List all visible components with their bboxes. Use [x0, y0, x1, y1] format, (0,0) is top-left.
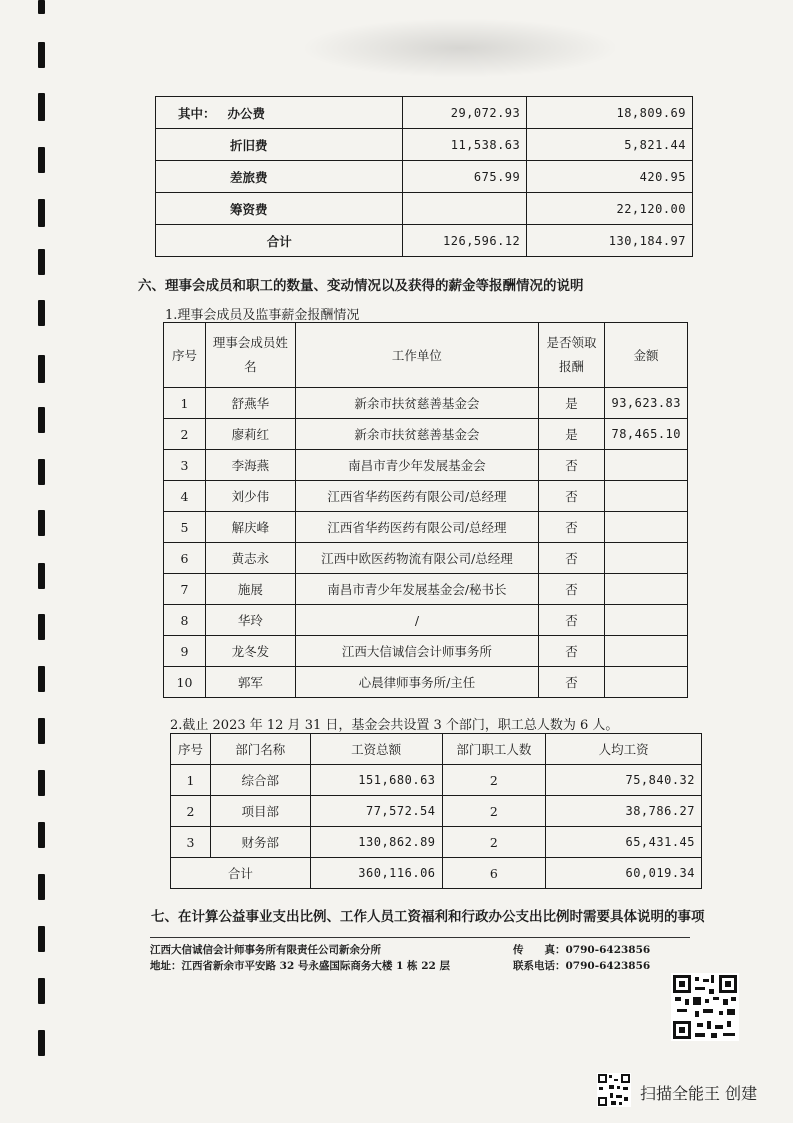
- dept-salary: 130,862.89: [310, 827, 442, 858]
- header-count: 部门职工人数: [442, 734, 546, 765]
- table-row: [164, 667, 688, 698]
- member-unit: 新余市扶贫慈善基金会: [295, 419, 538, 450]
- expense-value-current: 11,538.63: [403, 129, 527, 161]
- footer-phone: 联系电话：0790-6423856: [513, 960, 651, 972]
- table-row: [171, 765, 702, 796]
- member-unit: 江西大信诚信会计师事务所: [295, 636, 538, 667]
- expense-value-prior: 22,120.00: [527, 193, 693, 225]
- binder-mark: [38, 563, 45, 589]
- table-row: [156, 129, 693, 161]
- subsection-1-title: 1.理事会成员及监事薪金报酬情况: [165, 308, 360, 323]
- expense-value-current: [403, 193, 527, 225]
- table-header-row: [171, 734, 702, 765]
- member-amount: 78,465.10: [604, 419, 687, 450]
- row-no: 1: [164, 388, 206, 419]
- dept-count: 2: [442, 796, 546, 827]
- row-no: 2: [171, 796, 211, 827]
- member-name: 施展: [205, 574, 295, 605]
- table-row: [156, 161, 693, 193]
- header-amount: 金额: [604, 323, 687, 388]
- member-paid: 否: [539, 543, 605, 574]
- scan-smudge: [300, 18, 620, 78]
- binder-mark: [38, 459, 45, 485]
- table-row: [156, 225, 693, 257]
- member-amount: [604, 481, 687, 512]
- row-no: 8: [164, 605, 206, 636]
- table-row: [164, 512, 688, 543]
- binder-mark: [38, 249, 45, 275]
- expense-value-prior: 18,809.69: [527, 97, 693, 129]
- binder-mark: [38, 718, 45, 744]
- member-amount: [604, 636, 687, 667]
- binder-mark: [38, 822, 45, 848]
- member-paid: 是: [539, 419, 605, 450]
- member-amount: [604, 667, 687, 698]
- member-paid: 否: [539, 667, 605, 698]
- expense-value-prior: 5,821.44: [527, 129, 693, 161]
- expense-total-label: 合计: [156, 225, 403, 257]
- expense-value-current: 675.99: [403, 161, 527, 193]
- binder-mark: [38, 93, 45, 121]
- section-7-title: 七、在计算公益事业支出比例、工作人员工资福利和行政办公支出比例时需要具体说明的事项: [151, 909, 705, 925]
- dept-avg: 75,840.32: [546, 765, 702, 796]
- table-row: [171, 796, 702, 827]
- footer-fax: 传 真：0790-6423856: [513, 944, 651, 956]
- expense-label: 折旧费: [156, 129, 403, 161]
- binder-mark: [38, 42, 45, 68]
- dept-salary: 151,680.63: [310, 765, 442, 796]
- total-avg: 60,019.34: [546, 858, 702, 889]
- binder-mark: [38, 770, 45, 796]
- footer-divider: [150, 937, 690, 938]
- member-paid: 否: [539, 450, 605, 481]
- table-row: [164, 481, 688, 512]
- dept-name: 项目部: [210, 796, 310, 827]
- binder-mark: [38, 614, 45, 640]
- table-row: [164, 388, 688, 419]
- binder-mark: [38, 199, 45, 227]
- header-paid: 是否领取报酬: [539, 323, 605, 388]
- row-no: 4: [164, 481, 206, 512]
- member-paid: 否: [539, 574, 605, 605]
- binder-mark: [38, 510, 45, 536]
- member-paid: 是: [539, 388, 605, 419]
- member-paid: 否: [539, 512, 605, 543]
- member-amount: [604, 450, 687, 481]
- subsection-2-text: 2.截止 2023 年 12 月 31 日，基金会共设置 3 个部门，职工总人数为 6 人。: [170, 718, 619, 733]
- header-no: 序号: [164, 323, 206, 388]
- qr-code-icon: [671, 973, 739, 1041]
- binder-mark: [38, 978, 45, 1004]
- row-no: 3: [164, 450, 206, 481]
- table-row: [156, 193, 693, 225]
- table-total-row: [171, 858, 702, 889]
- member-name: 李海燕: [205, 450, 295, 481]
- member-amount: [604, 543, 687, 574]
- table-row: [164, 636, 688, 667]
- member-unit: 南昌市青少年发展基金会/秘书长: [295, 574, 538, 605]
- header-unit: 工作单位: [295, 323, 538, 388]
- table-row: [156, 97, 693, 129]
- total-salary: 360,116.06: [310, 858, 442, 889]
- binder-mark: [38, 0, 45, 14]
- dept-name: 综合部: [210, 765, 310, 796]
- member-unit: 江西省华药医药有限公司/总经理: [295, 481, 538, 512]
- dept-name: 财务部: [210, 827, 310, 858]
- expense-label: 差旅费: [156, 161, 403, 193]
- board-members-table: [163, 322, 688, 698]
- row-no: 3: [171, 827, 211, 858]
- dept-avg: 38,786.27: [546, 796, 702, 827]
- member-paid: 否: [539, 605, 605, 636]
- member-unit: 江西中欧医药物流有限公司/总经理: [295, 543, 538, 574]
- header-dept: 部门名称: [210, 734, 310, 765]
- member-amount: [604, 605, 687, 636]
- member-amount: [604, 574, 687, 605]
- dept-avg: 65,431.45: [546, 827, 702, 858]
- member-paid: 否: [539, 636, 605, 667]
- member-name: 廖莉红: [205, 419, 295, 450]
- member-name: 刘少伟: [205, 481, 295, 512]
- header-avg: 人均工资: [546, 734, 702, 765]
- department-table: [170, 733, 702, 889]
- expense-label: 其中： 办公费: [156, 97, 403, 129]
- member-name: 华玲: [205, 605, 295, 636]
- binder-mark: [38, 407, 45, 433]
- member-name: 郭军: [205, 667, 295, 698]
- table-row: [164, 605, 688, 636]
- expense-table: [155, 96, 693, 257]
- expense-label: 筹资费: [156, 193, 403, 225]
- expense-total-current: 126,596.12: [403, 225, 527, 257]
- table-header-row: [164, 323, 688, 388]
- binder-mark: [38, 874, 45, 900]
- member-paid: 否: [539, 481, 605, 512]
- table-row: [164, 419, 688, 450]
- section-6-title: 六、理事会成员和职工的数量、变动情况以及获得的薪金等报酬情况的说明: [138, 278, 584, 294]
- binder-mark: [38, 300, 45, 326]
- watermark-qr-icon: [597, 1073, 631, 1107]
- expense-total-prior: 130,184.97: [527, 225, 693, 257]
- member-name: 舒燕华: [205, 388, 295, 419]
- header-name: 理事会成员姓名: [205, 323, 295, 388]
- member-amount: [604, 512, 687, 543]
- expense-value-prior: 420.95: [527, 161, 693, 193]
- member-unit: /: [295, 605, 538, 636]
- total-label: 合计: [171, 858, 311, 889]
- total-count: 6: [442, 858, 546, 889]
- table-row: [164, 543, 688, 574]
- binder-mark: [38, 666, 45, 692]
- scanner-watermark: 扫描全能王 创建: [640, 1084, 758, 1103]
- header-no: 序号: [171, 734, 211, 765]
- member-unit: 心晨律师事务所/主任: [295, 667, 538, 698]
- table-row: [164, 574, 688, 605]
- row-no: 5: [164, 512, 206, 543]
- table-row: [171, 827, 702, 858]
- row-no: 6: [164, 543, 206, 574]
- member-unit: 新余市扶贫慈善基金会: [295, 388, 538, 419]
- member-name: 龙冬发: [205, 636, 295, 667]
- dept-salary: 77,572.54: [310, 796, 442, 827]
- member-unit: 南昌市青少年发展基金会: [295, 450, 538, 481]
- member-unit: 江西省华药医药有限公司/总经理: [295, 512, 538, 543]
- footer-firm: 江西大信诚信会计师事务所有限责任公司新余分所: [150, 944, 381, 956]
- expense-value-current: 29,072.93: [403, 97, 527, 129]
- header-salary: 工资总额: [310, 734, 442, 765]
- footer-address: 地址：江西省新余市平安路 32 号永盛国际商务大楼 1 栋 22 层: [150, 960, 450, 972]
- binder-mark: [38, 1030, 45, 1056]
- table-row: [164, 450, 688, 481]
- row-no: 10: [164, 667, 206, 698]
- member-name: 黄志永: [205, 543, 295, 574]
- row-no: 7: [164, 574, 206, 605]
- member-amount: 93,623.83: [604, 388, 687, 419]
- dept-count: 2: [442, 827, 546, 858]
- member-name: 解庆峰: [205, 512, 295, 543]
- row-no: 1: [171, 765, 211, 796]
- binder-mark: [38, 355, 45, 383]
- binder-mark: [38, 147, 45, 173]
- binder-mark: [38, 926, 45, 952]
- row-no: 2: [164, 419, 206, 450]
- dept-count: 2: [442, 765, 546, 796]
- row-no: 9: [164, 636, 206, 667]
